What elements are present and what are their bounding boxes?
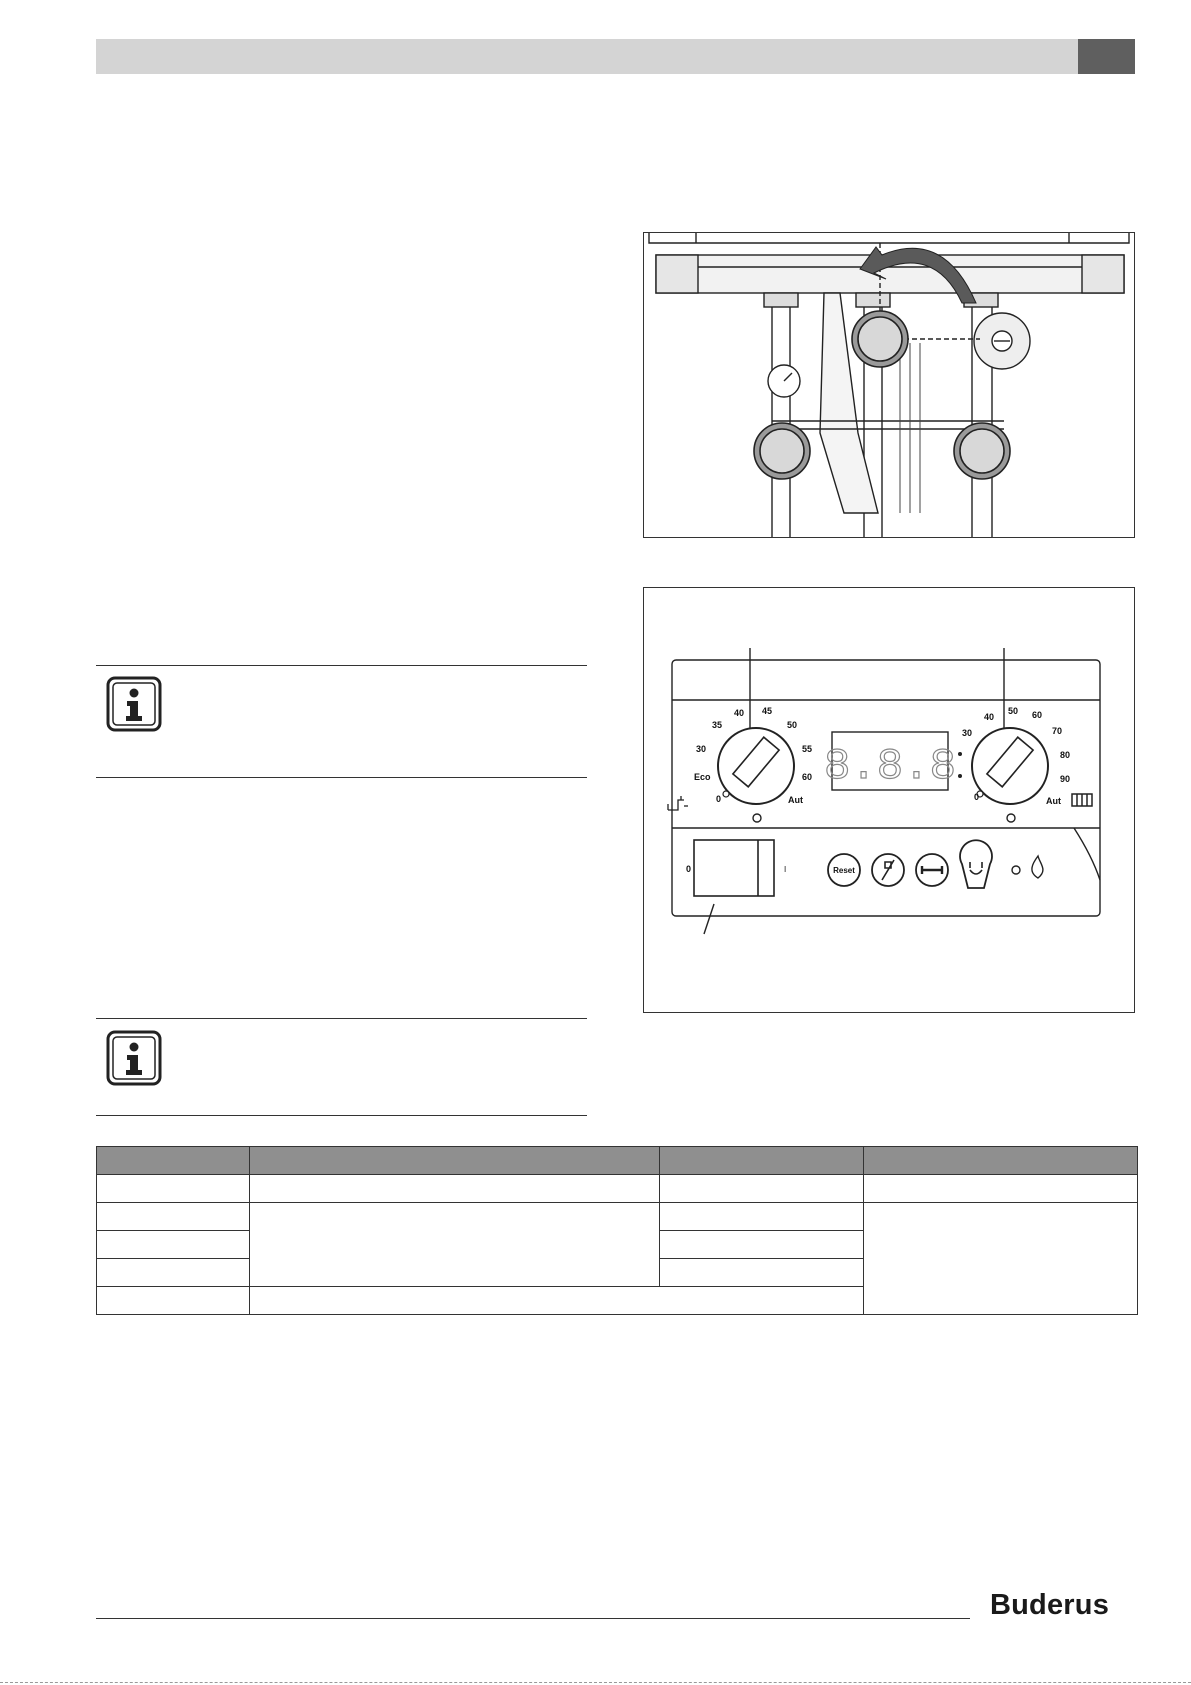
heating-scale-aut: Aut <box>1046 796 1061 806</box>
dhw-scale-eco: Eco <box>694 772 711 782</box>
table-cell <box>660 1175 864 1203</box>
specification-table <box>96 1146 1138 1315</box>
table-cell <box>250 1287 864 1315</box>
header-bar <box>96 39 1078 74</box>
heating-scale-60: 60 <box>1032 710 1043 720</box>
table-cell <box>250 1175 660 1203</box>
dhw-scale-30: 30 <box>696 744 707 754</box>
service-button[interactable] <box>916 854 948 886</box>
table-header-row <box>97 1147 1138 1175</box>
reset-button-label: Reset <box>833 866 855 875</box>
heating-temperature-dial[interactable] <box>972 728 1048 822</box>
table-header-cell <box>660 1147 864 1175</box>
table-cell <box>97 1231 250 1259</box>
switch-off-label: 0 <box>686 864 692 874</box>
valve-assembly-drawing <box>644 233 1134 537</box>
table-row <box>97 1203 1138 1231</box>
burner-indicator-lamp <box>1012 866 1020 874</box>
dhw-scale-aut: Aut <box>788 795 803 805</box>
control-panel-drawing <box>644 588 1134 1012</box>
switch-on-label: I <box>784 865 787 874</box>
dhw-scale-35: 35 <box>712 720 723 730</box>
heating-scale-50: 50 <box>1008 706 1019 716</box>
chimney-sweep-button[interactable] <box>872 854 904 886</box>
figure-control-panel <box>643 587 1135 1013</box>
table-cell <box>864 1203 1138 1315</box>
dhw-temperature-dial[interactable] <box>718 728 794 822</box>
table-cell <box>97 1259 250 1287</box>
dhw-scale-40: 40 <box>734 708 745 718</box>
info-icon <box>106 1030 162 1086</box>
heating-scale-80: 80 <box>1060 750 1071 760</box>
brand-logo: Buderus <box>990 1589 1110 1621</box>
table-cell <box>97 1203 250 1231</box>
table-cell <box>250 1203 660 1287</box>
radiator-icon <box>1072 794 1092 806</box>
dhw-scale-60: 60 <box>802 772 813 782</box>
table-cell <box>660 1231 864 1259</box>
table-cell <box>97 1287 250 1315</box>
header-page-tab <box>1078 39 1135 74</box>
figure-valve-assembly <box>643 232 1135 538</box>
info-icon <box>106 676 162 732</box>
table-cell <box>97 1175 250 1203</box>
page-bottom-edge <box>0 1682 1191 1683</box>
dhw-scale-0: 0 <box>716 794 722 804</box>
table-cell <box>864 1175 1138 1203</box>
table-header-cell <box>864 1147 1138 1175</box>
table-cell <box>660 1259 864 1287</box>
table-cell <box>660 1203 864 1231</box>
note2-top-rule <box>96 1018 587 1019</box>
diagnostic-socket[interactable] <box>960 840 992 888</box>
main-power-switch[interactable] <box>694 840 774 896</box>
heating-scale-0: 0 <box>974 792 980 802</box>
note2-bottom-rule <box>96 1115 587 1116</box>
table-header-cell <box>250 1147 660 1175</box>
heating-scale-30: 30 <box>962 728 973 738</box>
note1-bottom-rule <box>96 777 587 778</box>
heating-scale-40: 40 <box>984 712 995 722</box>
flame-icon <box>1032 856 1043 878</box>
table-row <box>97 1175 1138 1203</box>
display-dot-lower <box>958 774 962 778</box>
dhw-scale-45: 45 <box>762 706 773 716</box>
tap-icon <box>668 796 688 810</box>
table-header-cell <box>97 1147 250 1175</box>
display-dot-upper <box>958 752 962 756</box>
dhw-scale-50: 50 <box>787 720 798 730</box>
dhw-scale-55: 55 <box>802 744 813 754</box>
digital-display: 8.8.8 <box>823 742 957 792</box>
heating-scale-90: 90 <box>1060 774 1071 784</box>
heating-scale-70: 70 <box>1052 726 1063 736</box>
note1-top-rule <box>96 665 587 666</box>
footer-rule <box>96 1618 970 1619</box>
